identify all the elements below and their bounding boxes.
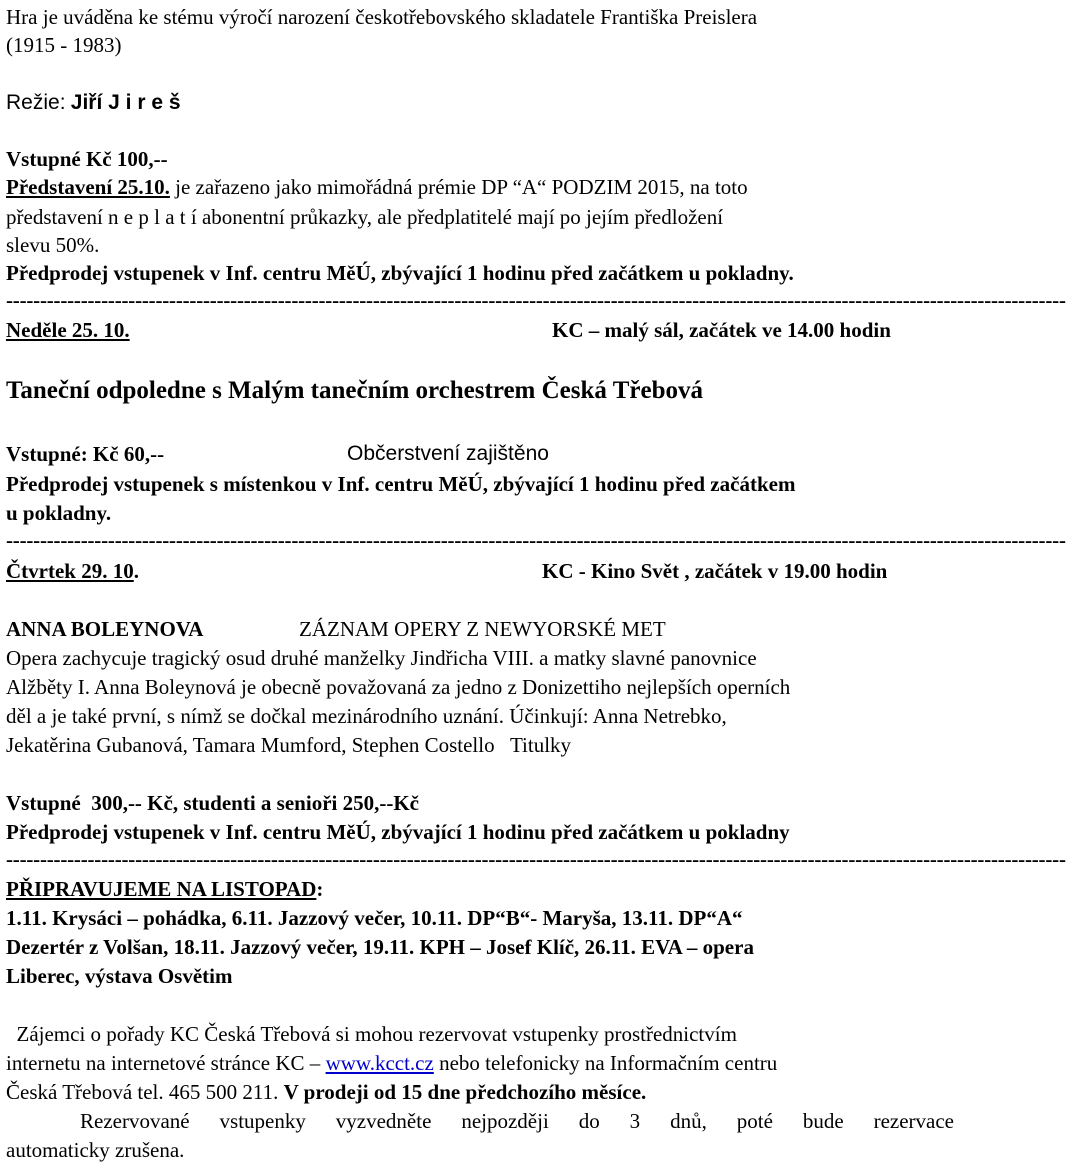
event2-desc-2: Alžběty I. Anna Boleynová je obecně považovaná za jedno z Donizettiho nejlepších operních <box>6 675 791 699</box>
director-name: Jiří J i r e š <box>70 91 181 114</box>
event2-desc-4: Jekatěrina Gubanová, Tamara Mumford, Stephen Costello Titulky <box>6 733 572 757</box>
premium-note-text: je zařazeno jako mimořádná prémie DP “A“ PODZIM 2015, na toto <box>169 175 748 199</box>
event1-venue: KC – malý sál, začátek ve 14.00 hodin <box>552 318 891 342</box>
premium-note-line-1 <box>6 174 954 200</box>
event2-subtitle: ZÁZNAM OPERY Z NEWYORSKÉ MET <box>299 617 666 641</box>
footer-line-3 <box>6 1079 954 1105</box>
event2-desc-3: děl a je také první, s nímž se dočkal mezinárodního uznání. Účinkují: Anna Netrebko, <box>6 704 727 728</box>
director-line <box>6 89 954 116</box>
event2-title-line <box>6 616 954 642</box>
intro-line-1: Hra je uváděna ke stému výročí narození českotřebovského skladatele Františka Preislera <box>6 5 758 29</box>
kcct-website-link[interactable]: www.kcct.cz <box>325 1051 434 1075</box>
event2-date-dot: . <box>133 559 139 583</box>
event1-refreshments: Občerstvení zajištěno <box>347 442 549 465</box>
event1-presale-1: Předprodej vstupenek s místenkou v Inf. centru MěÚ, zbývající 1 hodinu před začátkem <box>6 472 796 496</box>
footer-reservation-1: Rezervované vstupenky vyzvedněte nejpozději do 3 dnů, poté bude rezervace <box>80 1109 954 1133</box>
separator-1: ------------------------------------------------------------------------------------------------------------------------------------------------------------ <box>6 288 1066 312</box>
director-label: Režie: <box>6 91 66 114</box>
event1-entry-line <box>6 441 954 467</box>
intro-presale: Předprodej vstupenek v Inf. centru MěÚ, zbývající 1 hodinu před začátkem u pokladny. <box>6 261 794 285</box>
footer-reservation-2: automaticky zrušena. <box>6 1138 185 1162</box>
separator-2: ------------------------------------------------------------------------------------------------------------------------------------------------------------ <box>6 528 1066 552</box>
event2-header <box>6 558 954 584</box>
event1-title: Taneční odpoledne s Malým tanečním orchestrem Česká Třebová <box>6 377 703 404</box>
footer-line-2-pre: internetu na internetové stránce KC – <box>6 1051 326 1075</box>
event2-entry: Vstupné 300,-- Kč, studenti a senioři 250,--Kč <box>6 791 419 815</box>
footer-line-2 <box>6 1050 954 1076</box>
footer-phone: Česká Třebová tel. 465 500 211. <box>6 1080 284 1104</box>
footer-line-1: Zájemci o pořady KC Česká Třebová si mohou rezervovat vstupenky prostřednictvím <box>6 1022 737 1046</box>
event2-title: ANNA BOLEYNOVA <box>6 617 204 641</box>
event1-header <box>6 317 954 343</box>
upcoming-line-2: Dezertér z Volšan, 18.11. Jazzový večer, 19.11. KPH – Josef Klíč, 26.11. EVA – opera <box>6 935 754 959</box>
event2-desc-1: Opera zachycuje tragický osud druhé manželky Jindřicha VIII. a matky slavné panovnice <box>6 646 757 670</box>
footer-sale-notice: V prodeji od 15 dne předchozího měsíce. <box>283 1080 647 1104</box>
event2-date: Čtvrtek 29. 10 <box>6 559 134 583</box>
intro-line-2: (1915 - 1983) <box>6 33 122 57</box>
upcoming-heading-line <box>6 876 954 902</box>
event1-entry: Vstupné: Kč 60,-- <box>6 442 165 466</box>
event1-presale-2: u pokladny. <box>6 501 112 525</box>
event2-presale: Předprodej vstupenek v Inf. centru MěÚ, zbývající 1 hodinu před začátkem u pokladny <box>6 820 790 844</box>
event2-venue: KC - Kino Svět , začátek v 19.00 hodin <box>542 559 888 583</box>
premium-note-line-3: slevu 50%. <box>6 233 100 257</box>
upcoming-heading: PŘIPRAVUJEME NA LISTOPAD <box>6 877 317 901</box>
premium-note-line-2: představení n e p l a t í abonentní průkazky, ale předplatitelé mají po jejím předložení <box>6 205 724 229</box>
event1-date: Neděle 25. 10. <box>6 318 130 342</box>
footer-line-2-post: nebo telefonicky na Informačním centru <box>433 1051 778 1075</box>
separator-3: ------------------------------------------------------------------------------------------------------------------------------------------------------------ <box>6 847 1066 871</box>
upcoming-line-1: 1.11. Krysáci – pohádka, 6.11. Jazzový večer, 10.11. DP“B“- Maryša, 13.11. DP“A“ <box>6 906 743 930</box>
upcoming-heading-colon: : <box>316 877 324 901</box>
entry-price: Vstupné Kč 100,-- <box>6 147 168 171</box>
performance-date: Představení 25.10. <box>6 175 170 199</box>
upcoming-line-3: Liberec, výstava Osvětim <box>6 964 233 988</box>
